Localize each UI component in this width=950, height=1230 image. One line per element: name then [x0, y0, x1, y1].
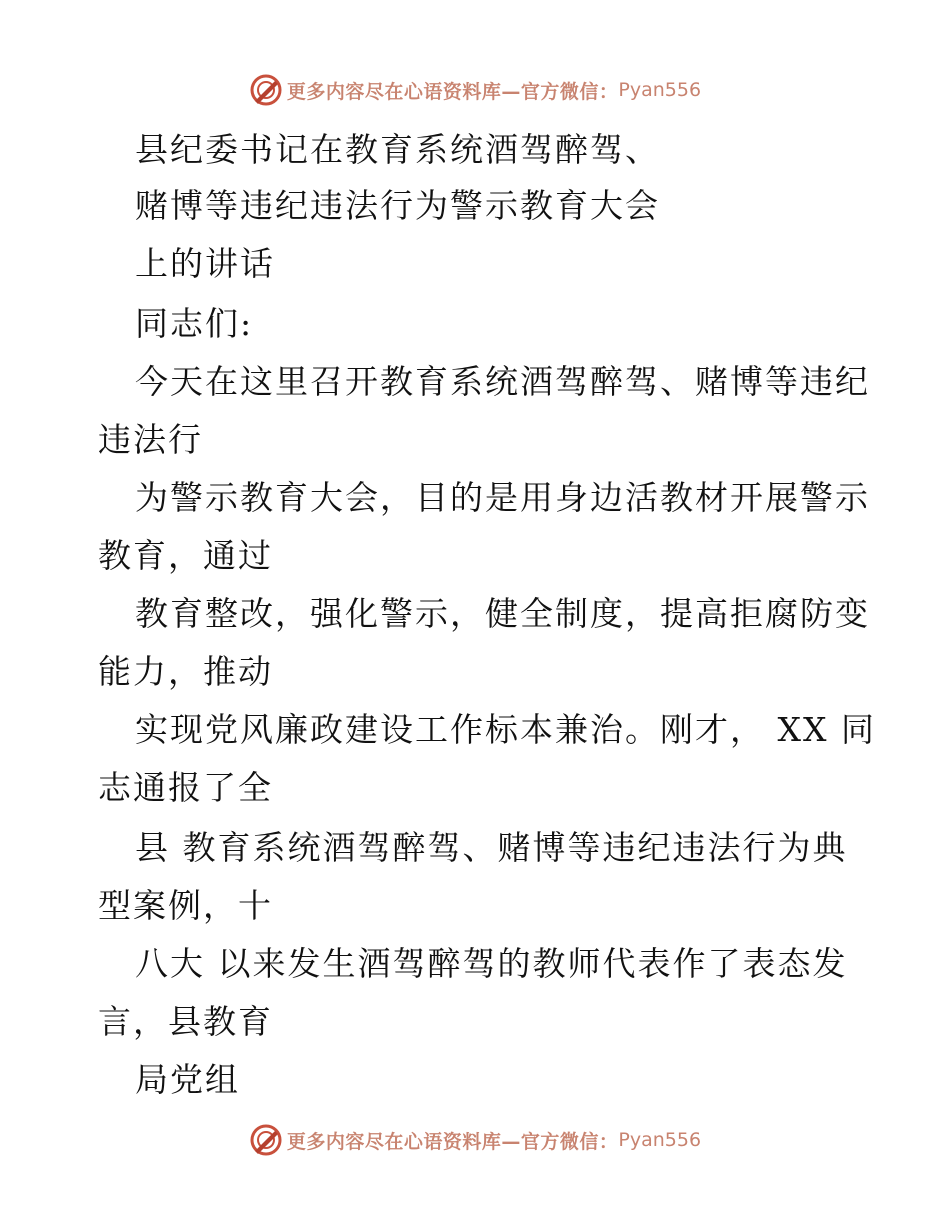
- paragraph-line: 县 教育系统酒驾醉驾、赌博等违纪违法行为典: [135, 828, 848, 867]
- watermark-text: 更多内容尽在心语资料库—官方微信：: [286, 1130, 619, 1153]
- salutation: 同志们:: [135, 304, 254, 343]
- header-watermark: [0, 70, 950, 110]
- paragraph-line: 今天在这里召开教育系统酒驾醉驾、赌博等违纪: [135, 362, 870, 401]
- paragraph-line: 志通报了全: [98, 768, 273, 807]
- paragraph-line: 能力，推动: [98, 652, 273, 691]
- paragraph-line: 违法行: [98, 420, 203, 459]
- paragraph-line: 教育，通过: [98, 536, 273, 575]
- pen-logo-icon: [249, 73, 283, 107]
- paragraph-line: 为警示教育大会，目的是用身边活教材开展警示: [135, 478, 870, 517]
- paragraph-line: 型案例，十: [98, 886, 273, 925]
- footer-watermark: [0, 1120, 950, 1160]
- title-line-3: 上的讲话: [135, 244, 275, 283]
- title-line-1: 县纪委书记在教育系统酒驾醉驾、: [135, 130, 660, 169]
- watermark-text: 更多内容尽在心语资料库—官方微信：: [286, 80, 619, 103]
- paragraph-line: 局党组: [135, 1060, 240, 1099]
- watermark-wechat-id: Pyan556: [618, 1129, 702, 1151]
- watermark-wechat-id: Pyan556: [618, 79, 702, 101]
- paragraph-line: 教育整改，强化警示，健全制度，提高拒腐防变: [135, 594, 870, 633]
- paragraph-line: 言，县教育: [98, 1002, 273, 1041]
- pen-logo-icon: [249, 1123, 283, 1157]
- title-line-2: 赌博等违纪违法行为警示教育大会: [135, 186, 660, 225]
- paragraph-line: 实现党风廉政建设工作标本兼治。刚才， XX 同: [135, 710, 876, 749]
- paragraph-line: 八大 以来发生酒驾醉驾的教师代表作了表态发: [135, 944, 848, 983]
